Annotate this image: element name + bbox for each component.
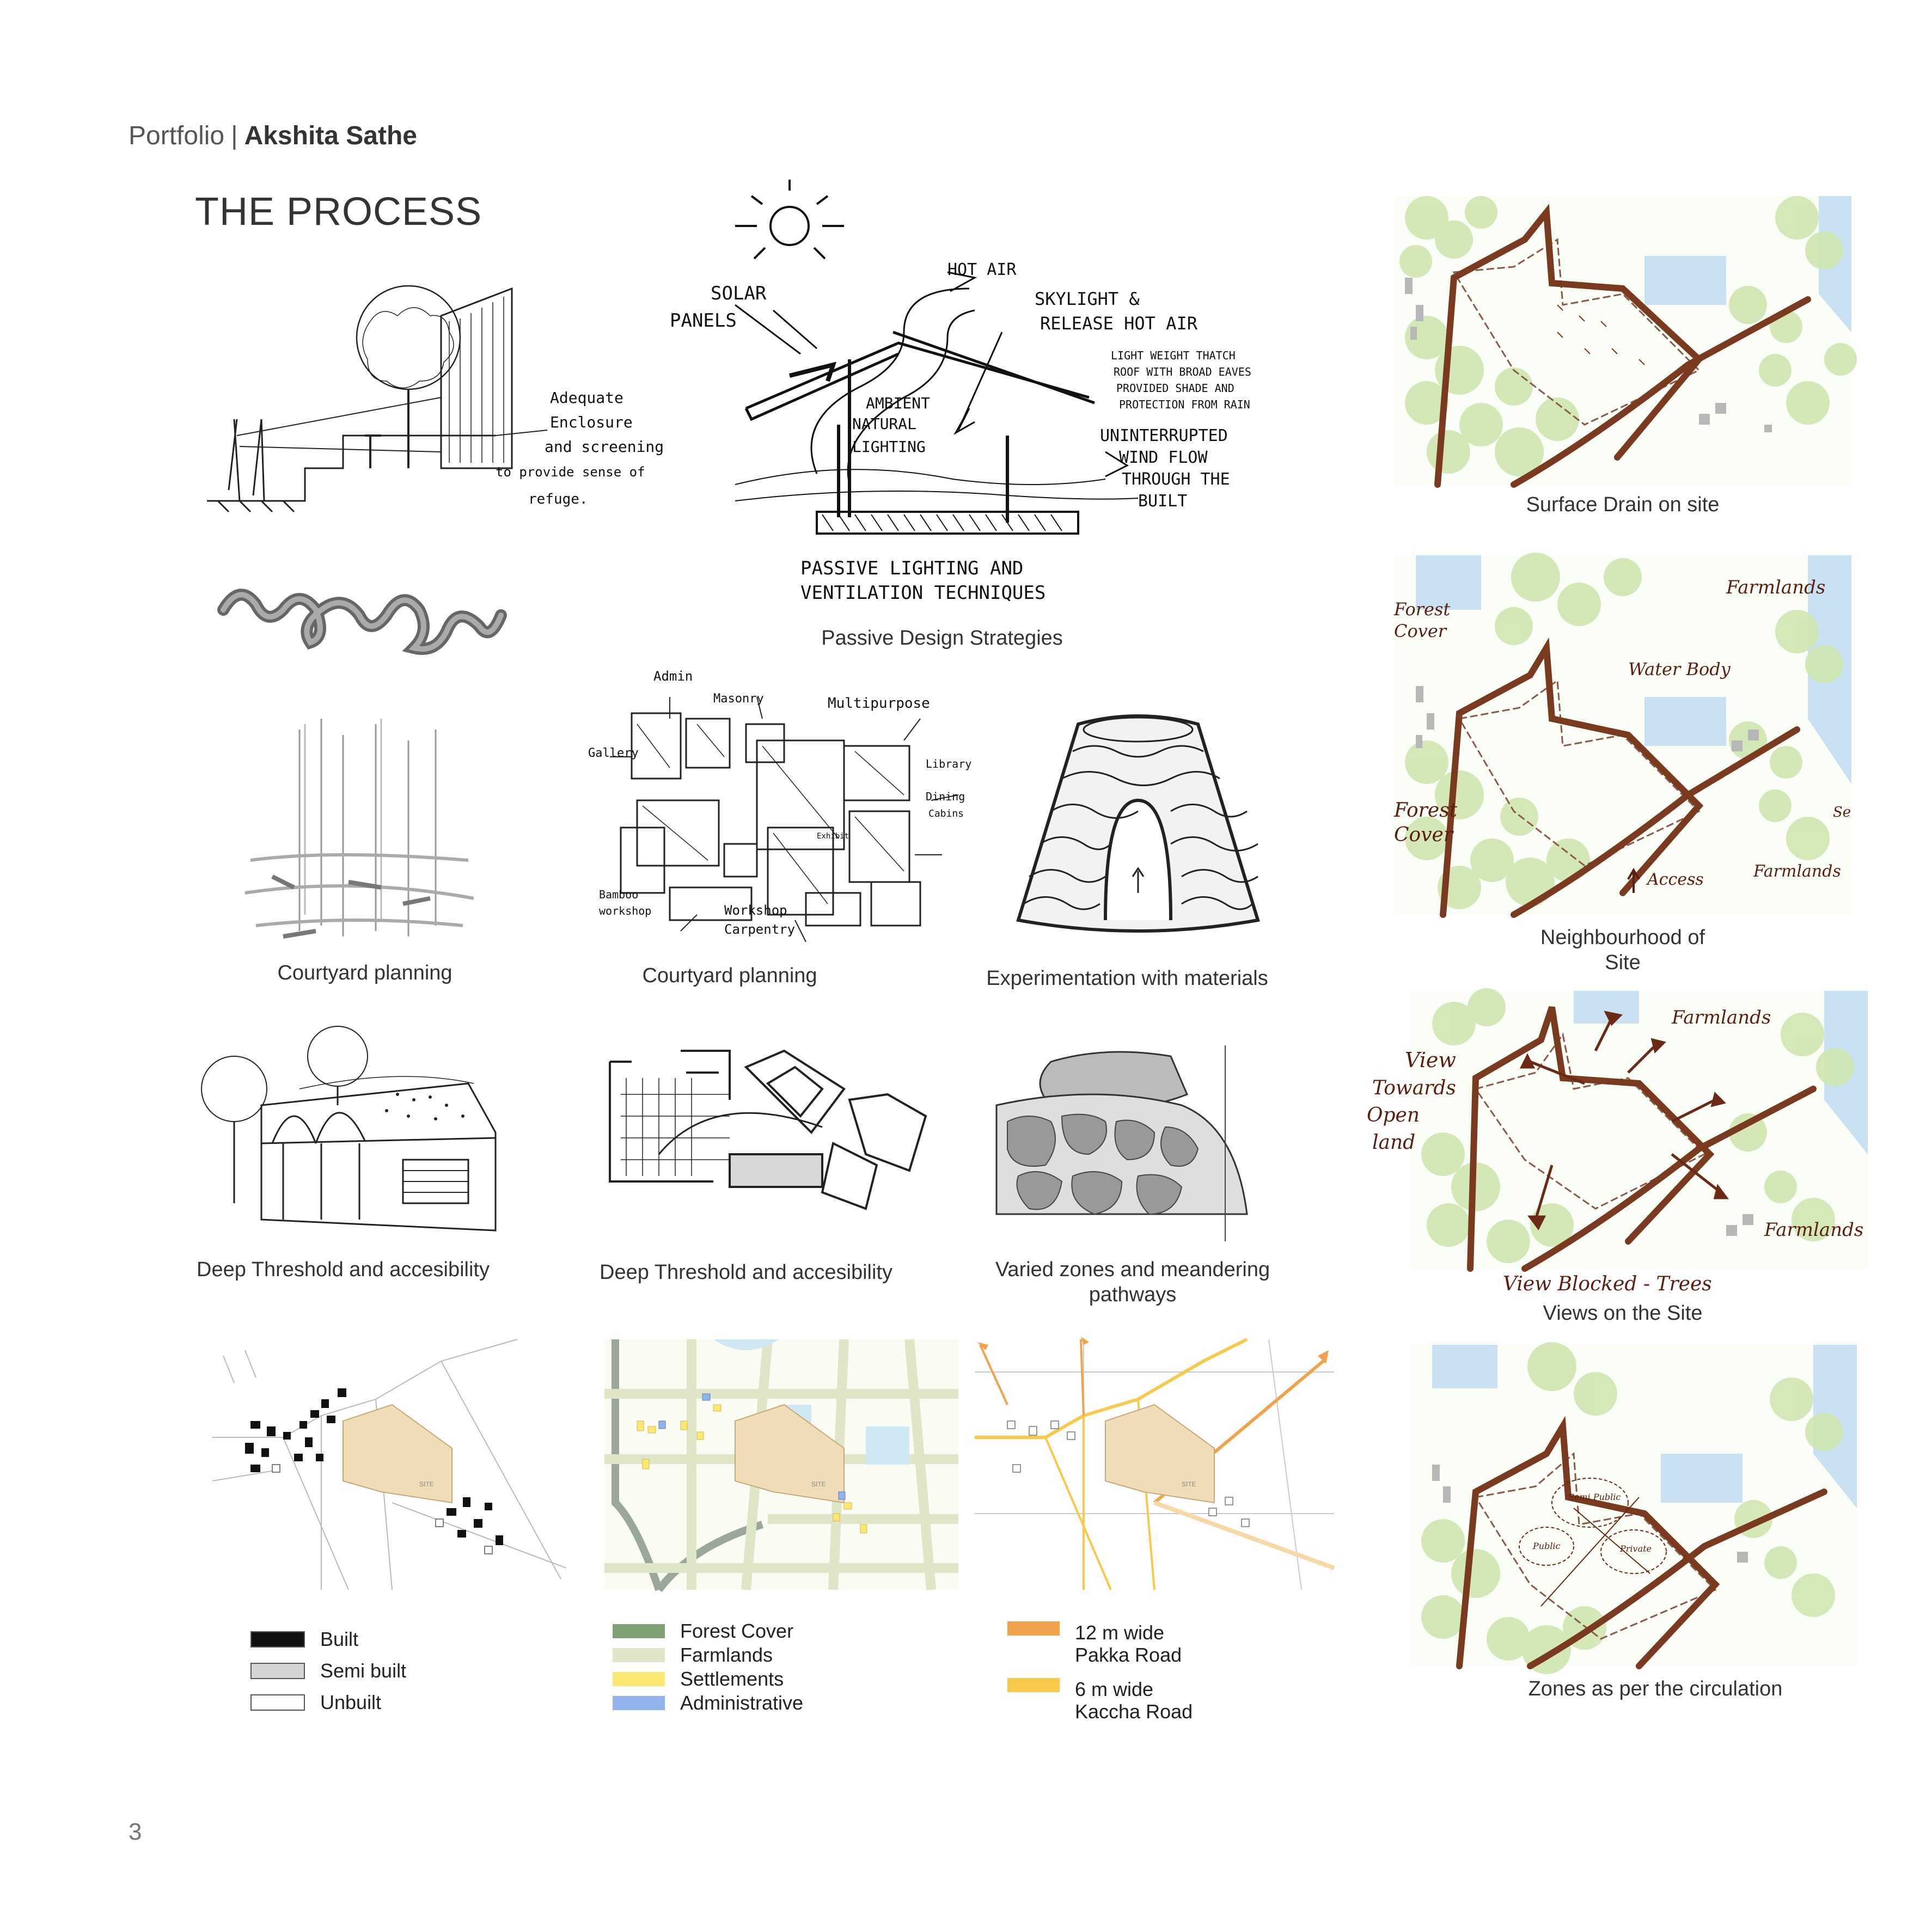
enclosure-label-5: refuge. <box>528 491 588 507</box>
dining-label: Dining <box>926 790 965 803</box>
ambient-label-2: NATURAL <box>852 415 917 433</box>
neighbourhood-forest-top-1: Forest <box>1394 599 1451 620</box>
circulation-public: Public <box>1533 1541 1561 1551</box>
views-farmlands-top: Farmlands <box>1672 1007 1771 1028</box>
portfolio-header <box>129 121 417 151</box>
circulation-map <box>1410 1345 1857 1666</box>
thatch-label-3: PROVIDED SHADE AND <box>1116 382 1234 395</box>
views-blocked: View Blocked - Trees <box>1503 1273 1712 1295</box>
passive-label-1: PASSIVE LIGHTING AND <box>800 558 1024 579</box>
neighbourhood-forest-left-1: Forest <box>1394 799 1458 822</box>
courtyard2-caption: Courtyard planning <box>642 964 817 987</box>
legend-landuse-label: Settlements <box>680 1668 784 1690</box>
legend-landuse-swatch <box>613 1672 665 1686</box>
neighbourhood-farmlands-bottom: Farmlands <box>1753 862 1841 881</box>
legend-landuse-item <box>613 1692 803 1714</box>
wind-label-1: UNINTERRUPTED <box>1100 426 1228 445</box>
surface-drain-map <box>1394 196 1851 485</box>
views-view-3: Open <box>1367 1104 1420 1126</box>
built-map-site-label: SITE <box>419 1480 434 1488</box>
page-number: 3 <box>129 1818 142 1845</box>
circulation-semi-public: Semi Public <box>1568 1492 1621 1502</box>
legend-landuse-label: Forest Cover <box>680 1620 794 1642</box>
zones-sketch <box>986 1034 1269 1241</box>
legend-landuse-label: Farmlands <box>680 1644 773 1666</box>
panels-label: PANELS <box>670 310 737 332</box>
ambient-label-3: LIGHTING <box>852 438 926 456</box>
views-farmlands-right: Farmlands <box>1764 1219 1864 1241</box>
zones-caption: Varied zones and meandering pathways <box>995 1258 1270 1306</box>
header-separator: | <box>231 121 238 150</box>
neighbourhood-farmlands-top: Farmlands <box>1726 577 1826 598</box>
skylight-label: SKYLIGHT & <box>1035 289 1140 309</box>
legend-roads-item <box>1007 1621 1182 1667</box>
neighbourhood-caption-line1: Neighbourhood of <box>1540 926 1705 949</box>
legend-built-swatch <box>250 1694 305 1711</box>
landuse-map-site-label: SITE <box>811 1480 826 1488</box>
admin-label: Admin <box>653 669 693 684</box>
portfolio-label: Portfolio <box>129 121 225 150</box>
hot-air-label: HOT AIR <box>947 260 1017 279</box>
threshold-plan-sketch <box>604 1045 942 1241</box>
exhibit-label: Exhibit <box>817 832 849 841</box>
courtyard-plan-sketch <box>588 664 980 958</box>
threshold-elevation-sketch <box>191 1024 506 1241</box>
thatch-label-1: LIGHT WEIGHT THATCH <box>1111 349 1236 362</box>
drain-caption: Surface Drain on site <box>1526 493 1720 516</box>
neighbourhood-access: Access <box>1647 870 1704 889</box>
legend-built-item <box>250 1659 406 1682</box>
views-view-4: land <box>1372 1131 1416 1154</box>
author-name: Akshita Sathe <box>244 121 417 150</box>
legend-built-swatch <box>250 1663 305 1679</box>
passive-design-sketch <box>653 180 1307 610</box>
thatch-label-4: PROTECTION FROM RAIN <box>1119 398 1250 411</box>
legend-built-label: Built <box>320 1628 359 1650</box>
legend-built-item <box>250 1628 358 1650</box>
views-view-2: Towards <box>1372 1077 1456 1099</box>
legend-landuse-label: Administrative <box>680 1692 804 1714</box>
courtyard-forest-sketch <box>240 697 479 958</box>
circulation-caption: Zones as per the circulation <box>1528 1677 1783 1700</box>
neighbourhood-forest-left-2: Cover <box>1394 824 1453 846</box>
enclosure-label-3: and screening <box>545 438 664 456</box>
neighbourhood-map <box>1394 555 1851 915</box>
neighbourhood-forest-top-2: Cover <box>1394 621 1447 641</box>
workshop-label: Workshop <box>724 903 787 918</box>
neighbourhood-caption <box>1470 926 1775 975</box>
bamboo-label: Bamboo <box>599 888 639 901</box>
gallery-label: Gallery <box>588 746 639 760</box>
circulation-private: Private <box>1620 1544 1652 1554</box>
legend-built-swatch <box>250 1631 305 1648</box>
legend-landuse-item <box>613 1668 784 1690</box>
passive-label-2: VENTILATION TECHNIQUES <box>800 582 1046 604</box>
built-map <box>212 1339 566 1590</box>
legend-landuse-swatch <box>613 1624 665 1638</box>
ambient-label-1: AMBIENT <box>866 394 931 412</box>
thatch-label-2: ROOF WITH BROAD EAVES <box>1114 365 1251 378</box>
courtyard1-caption: Courtyard planning <box>277 962 453 984</box>
legend-roads-label: 12 m wide Pakka Road <box>1075 1621 1182 1667</box>
enclosure-sketch <box>207 272 686 544</box>
multipurpose-label: Multipurpose <box>828 695 930 712</box>
roads-map <box>975 1339 1334 1590</box>
materials-sketch <box>1007 708 1269 936</box>
enclosure-label-2: Enclosure <box>550 413 633 431</box>
neighbourhood-water-body: Water Body <box>1628 659 1731 679</box>
legend-landuse-item <box>613 1620 793 1642</box>
enclosure-label-4: to provide sense of <box>496 464 645 480</box>
neighbourhood-edge-label: Se <box>1833 804 1851 820</box>
wind-label-2: WIND FLOW <box>1119 448 1208 467</box>
library-label: Library <box>926 757 972 770</box>
solar-label: SOLAR <box>711 283 767 304</box>
roads-map-site-label: SITE <box>1182 1480 1196 1488</box>
meander-sketch <box>218 577 512 653</box>
passive-caption: Passive Design Strategies <box>821 627 1063 650</box>
landuse-map <box>604 1339 958 1590</box>
release-label: RELEASE HOT AIR <box>1040 313 1197 334</box>
legend-roads-swatch <box>1007 1678 1060 1692</box>
views-caption: Views on the Site <box>1543 1302 1703 1325</box>
neighbourhood-caption-line2: Site <box>1605 951 1641 974</box>
legend-built-label: Unbuilt <box>320 1691 382 1713</box>
views-view-1: View <box>1405 1048 1456 1072</box>
legend-landuse-swatch <box>613 1696 665 1710</box>
legend-landuse-item <box>613 1644 773 1666</box>
threshold2-caption: Deep Threshold and accesibility <box>600 1261 892 1284</box>
legend-roads-item <box>1007 1678 1193 1723</box>
page-title: THE PROCESS <box>195 190 482 234</box>
legend-built-item <box>250 1691 381 1713</box>
enclosure-label-1: Adequate <box>550 389 623 407</box>
materials-caption: Experimentation with materials <box>986 967 1268 990</box>
threshold1-caption: Deep Threshold and accesibility <box>197 1258 490 1281</box>
carpentry-label: Carpentry <box>724 922 796 937</box>
wind-label-4: BUILT <box>1138 492 1188 511</box>
legend-landuse-swatch <box>613 1648 665 1662</box>
legend-roads-swatch <box>1007 1621 1060 1636</box>
bamboo-workshop-label: workshop <box>599 904 652 917</box>
cabins-label: Cabins <box>928 808 964 819</box>
legend-roads-label: 6 m wide Kaccha Road <box>1075 1678 1193 1723</box>
views-map <box>1367 991 1868 1296</box>
wind-label-3: THROUGH THE <box>1122 470 1230 489</box>
masonry-label: Masonry <box>713 692 764 706</box>
legend-built-label: Semi built <box>320 1659 407 1682</box>
